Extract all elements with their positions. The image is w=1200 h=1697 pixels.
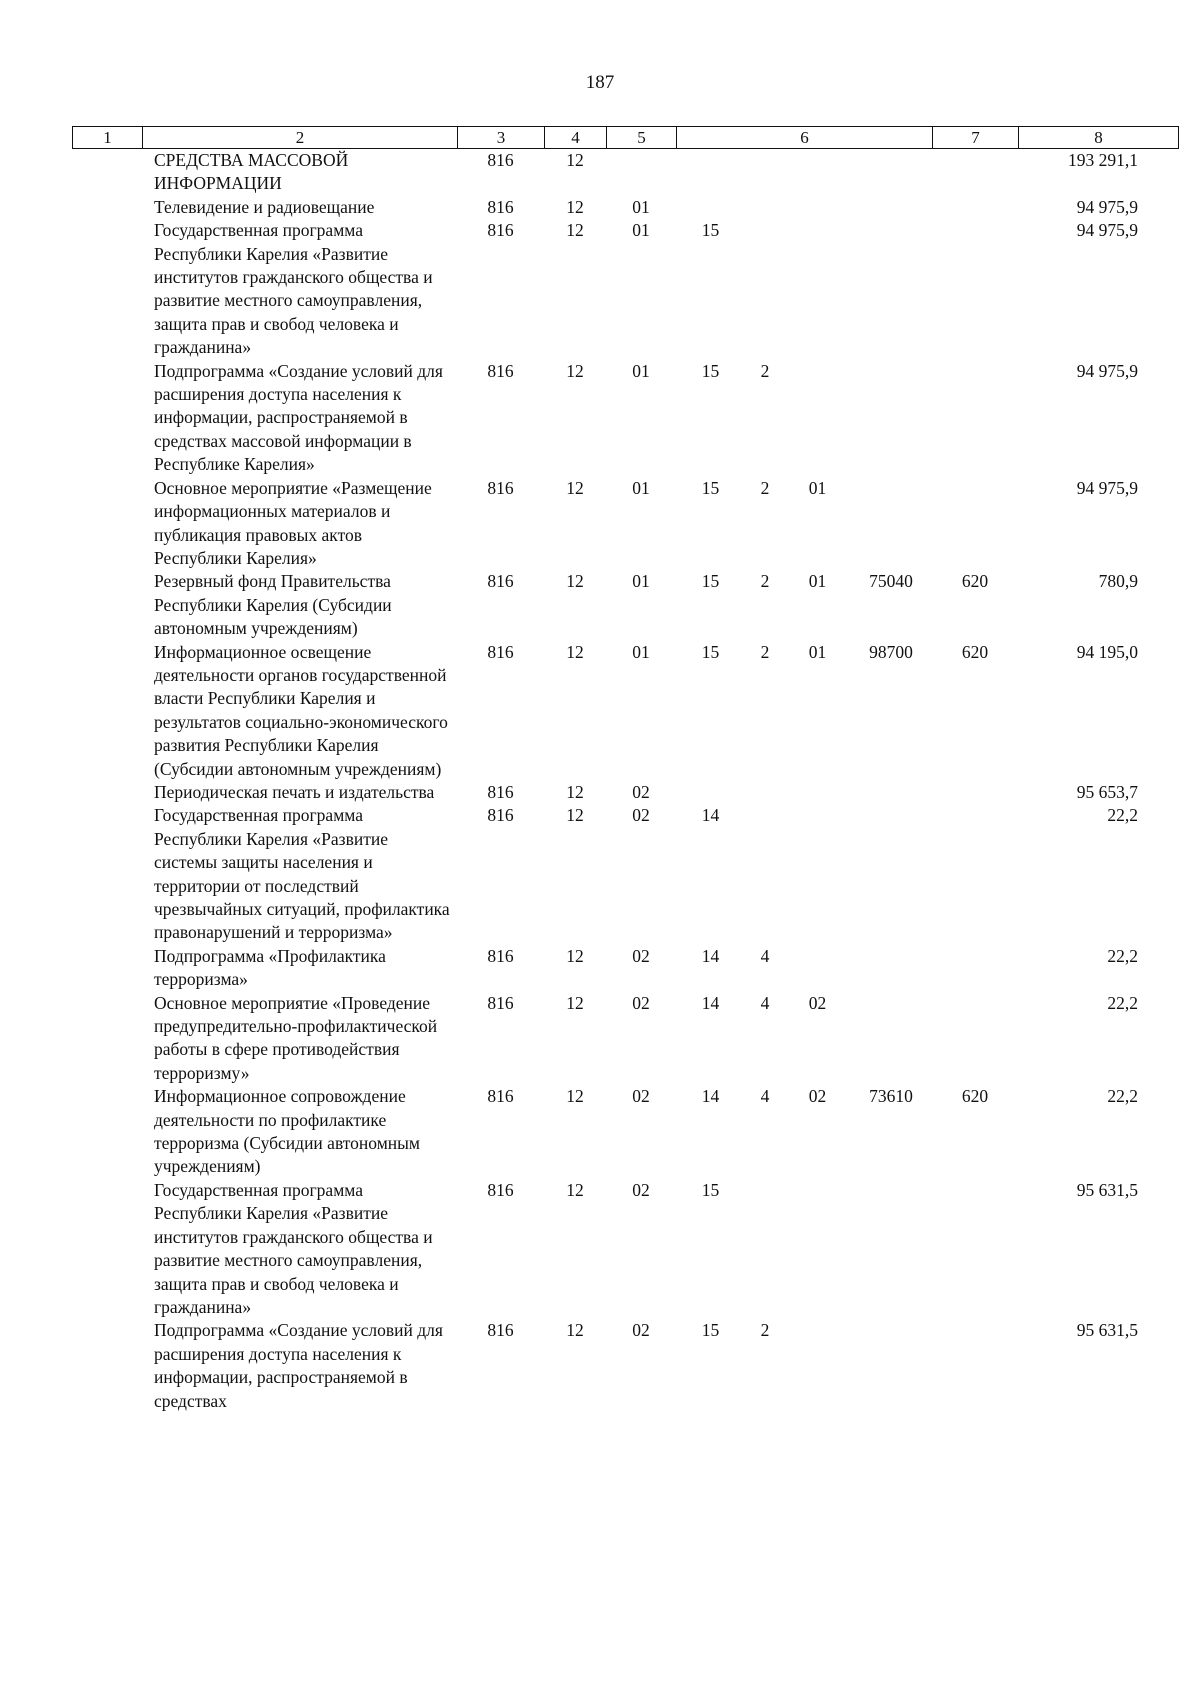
col-6-event: 01 [808, 571, 827, 592]
col-1-cell [72, 781, 142, 804]
col-3-cell: 816 [487, 992, 514, 1013]
col-6-program: 14 [701, 805, 720, 826]
col-5-cell: 01 [632, 477, 650, 498]
col-3-cell: 816 [487, 781, 514, 802]
col-6-direction [850, 149, 932, 196]
row-name: Основное мероприятие «Проведение предупредительно-профилактической работы в сфере противодействия терроризму» [154, 992, 438, 1083]
amount-cell: 193 291,1 [1068, 150, 1138, 170]
col-6-direction [850, 781, 932, 804]
col-6-event: 02 [808, 1086, 827, 1107]
col-6-program: 15 [701, 360, 720, 381]
col-6-direction [850, 196, 932, 219]
col-3-cell: 816 [487, 360, 514, 381]
col-5-cell: 02 [632, 945, 650, 966]
row-name: Подпрограмма «Профилактика терроризма» [154, 945, 386, 990]
col-4-cell: 12 [566, 1320, 584, 1341]
budget-table [72, 149, 1178, 1413]
col-6-direction [850, 1319, 932, 1413]
col-6-program: 15 [701, 641, 720, 662]
col-6-subprogram: 4 [760, 992, 770, 1013]
col-3-cell: 816 [487, 150, 514, 170]
col-3-cell: 816 [487, 196, 514, 217]
col-1-cell [72, 219, 142, 359]
col-5-cell: 01 [632, 571, 650, 592]
col-6-program [676, 781, 745, 804]
col-6-direction: 73610 [869, 1086, 913, 1107]
col-1-cell [72, 570, 142, 640]
col-6-subprogram [745, 149, 785, 196]
col-4-cell: 12 [566, 571, 584, 592]
col-3-cell: 816 [487, 571, 514, 592]
col-1-cell [72, 1179, 142, 1319]
col-3-cell: 816 [487, 1179, 514, 1200]
col-6-direction [850, 360, 932, 477]
table-row [72, 1179, 1178, 1319]
amount-cell: 22,2 [1107, 945, 1138, 966]
header-col-2: 2 [143, 127, 458, 149]
row-name: Основное мероприятие «Размещение информационных материалов и публикация правовых актов Республики Карелия» [154, 477, 432, 568]
col-6-direction [850, 945, 932, 992]
page-number: 187 [585, 72, 615, 93]
col-6-subprogram: 2 [760, 360, 770, 381]
row-name: СРЕДСТВА МАССОВОЙ ИНФОРМАЦИИ [154, 150, 349, 194]
header-col-7: 7 [933, 127, 1019, 149]
col-6-direction [850, 992, 932, 1086]
col-1-cell [72, 1085, 142, 1179]
col-6-subprogram [745, 781, 785, 804]
col-6-subprogram: 4 [760, 1086, 770, 1107]
row-name: Информационное освещение деятельности органов государственной власти Республики Карелия и результатов социально-экономического развития Республики Карелия (Субсидии автономным учреждениям) [154, 641, 448, 779]
amount-cell: 22,2 [1107, 1086, 1138, 1107]
col-4-cell: 12 [566, 477, 584, 498]
col-3-cell: 816 [487, 945, 514, 966]
col-4-cell: 12 [566, 150, 584, 170]
table-row [72, 149, 1178, 196]
col-1-cell [72, 945, 142, 992]
col-7-cell [932, 477, 1018, 571]
col-7-cell [932, 992, 1018, 1086]
amount-cell: 22,2 [1107, 805, 1138, 826]
col-5-cell: 02 [632, 805, 650, 826]
row-name: Государственная программа Республики Карелия «Развитие институтов гражданского общества и развитие местного самоуправления, защита прав и свобод человека и гражданина» [154, 1179, 433, 1317]
col-6-subprogram: 2 [760, 477, 770, 498]
table-row [72, 1085, 1178, 1179]
col-4-cell: 12 [566, 781, 584, 802]
table-row [72, 945, 1178, 992]
col-6-event [785, 1179, 850, 1319]
amount-cell: 94 975,9 [1076, 220, 1138, 241]
table-row [72, 196, 1178, 219]
row-name: Подпрограмма «Создание условий для расширения доступа населения к информации, распространяемой в средствах массовой информации в Республике Карелия» [154, 360, 443, 475]
header-col-4: 4 [545, 127, 607, 149]
col-5-cell: 02 [632, 781, 650, 802]
col-7-cell: 620 [961, 641, 989, 662]
col-7-cell [932, 781, 1018, 804]
col-6-subprogram [745, 219, 785, 359]
col-1-cell [72, 804, 142, 944]
col-5-cell: 01 [632, 360, 650, 381]
col-6-program: 15 [701, 477, 720, 498]
col-6-event [785, 219, 850, 359]
amount-cell: 94 195,0 [1076, 641, 1138, 662]
col-6-direction [850, 804, 932, 944]
col-6-program: 14 [701, 945, 720, 966]
col-7-cell: 620 [961, 571, 989, 592]
col-3-cell: 816 [487, 1320, 514, 1341]
col-7-cell [932, 1179, 1018, 1319]
col-5-cell: 02 [632, 1320, 650, 1341]
col-6-program [676, 149, 745, 196]
col-6-direction [850, 1179, 932, 1319]
col-7-cell [932, 360, 1018, 477]
col-3-cell: 816 [487, 641, 514, 662]
col-6-program [676, 196, 745, 219]
col-6-subprogram [745, 196, 785, 219]
col-7-cell: 620 [961, 1086, 989, 1107]
col-6-direction: 75040 [869, 571, 913, 592]
col-3-cell: 816 [487, 805, 514, 826]
col-6-event [785, 804, 850, 944]
table-row [72, 219, 1178, 359]
row-name: Государственная программа Республики Карелия «Развитие системы защиты населения и территории от последствий чрезвычайных ситуаций, профилактика правонарушений и терроризма» [154, 805, 450, 943]
col-6-direction: 98700 [869, 641, 913, 662]
col-5-cell: 02 [632, 992, 650, 1013]
table-row [72, 781, 1178, 804]
col-1-cell [72, 992, 142, 1086]
row-name: Резервный фонд Правительства Республики Карелия (Субсидии автономным учреждениям) [154, 571, 392, 639]
col-4-cell: 12 [566, 220, 584, 241]
col-3-cell: 816 [487, 477, 514, 498]
col-6-program: 15 [701, 1320, 720, 1341]
col-4-cell: 12 [566, 992, 584, 1013]
col-7-cell [932, 219, 1018, 359]
col-6-subprogram: 2 [760, 1320, 770, 1341]
amount-cell: 95 631,5 [1076, 1320, 1138, 1341]
amount-cell: 22,2 [1107, 992, 1138, 1013]
amount-cell: 94 975,9 [1076, 360, 1138, 381]
col-3-cell: 816 [487, 220, 514, 241]
col-4-cell: 12 [566, 1086, 584, 1107]
header-col-8: 8 [1019, 127, 1179, 149]
col-4-cell: 12 [566, 196, 584, 217]
col-4-cell: 12 [566, 360, 584, 381]
col-7-cell [932, 804, 1018, 944]
row-name: Телевидение и радиовещание [154, 196, 375, 217]
table-row [72, 641, 1178, 781]
col-6-event [785, 149, 850, 196]
col-6-event [785, 781, 850, 804]
col-1-cell [72, 196, 142, 219]
column-header-table [72, 126, 1179, 149]
col-4-cell: 12 [566, 805, 584, 826]
col-1-cell [72, 1319, 142, 1413]
table-row [72, 992, 1178, 1086]
col-5-cell: 01 [632, 196, 650, 217]
col-6-program: 15 [701, 1179, 720, 1200]
table-row [72, 477, 1178, 571]
table-row [72, 360, 1178, 477]
table-row [72, 804, 1178, 944]
amount-cell: 95 653,7 [1076, 781, 1138, 802]
row-name: Государственная программа Республики Карелия «Развитие институтов гражданского общества и развитие местного самоуправления, защита прав и свобод человека и гражданина» [154, 220, 433, 358]
col-5-cell: 01 [632, 641, 650, 662]
col-6-event [785, 945, 850, 992]
col-6-subprogram: 4 [760, 945, 770, 966]
col-4-cell: 12 [566, 641, 584, 662]
col-7-cell [932, 149, 1018, 196]
header-col-3: 3 [458, 127, 545, 149]
col-4-cell: 12 [566, 1179, 584, 1200]
col-5-cell [606, 149, 676, 196]
col-4-cell: 12 [566, 945, 584, 966]
col-6-event [785, 196, 850, 219]
row-name: Периодическая печать и издательства [154, 781, 435, 802]
col-6-event: 01 [808, 477, 827, 498]
col-6-subprogram [745, 1179, 785, 1319]
col-6-event [785, 360, 850, 477]
col-6-event: 01 [808, 641, 827, 662]
col-6-subprogram: 2 [760, 641, 770, 662]
col-5-cell: 02 [632, 1179, 650, 1200]
col-5-cell: 02 [632, 1086, 650, 1107]
col-6-program: 15 [701, 220, 720, 241]
col-7-cell [932, 196, 1018, 219]
col-6-program: 15 [701, 571, 720, 592]
col-5-cell: 01 [632, 220, 650, 241]
amount-cell: 780,9 [1098, 571, 1138, 592]
col-7-cell [932, 945, 1018, 992]
table-row [72, 1319, 1178, 1413]
col-6-direction [850, 219, 932, 359]
header-col-6: 6 [677, 127, 933, 149]
col-1-cell [72, 360, 142, 477]
col-7-cell [932, 1319, 1018, 1413]
col-6-event [785, 1319, 850, 1413]
column-header-row [73, 127, 1179, 149]
col-1-cell [72, 477, 142, 571]
col-3-cell: 816 [487, 1086, 514, 1107]
col-6-direction [850, 477, 932, 571]
header-col-5: 5 [607, 127, 677, 149]
col-6-subprogram: 2 [760, 571, 770, 592]
col-1-cell [72, 149, 142, 196]
col-6-subprogram [745, 804, 785, 944]
col-6-program: 14 [701, 992, 720, 1013]
col-6-program: 14 [701, 1086, 720, 1107]
col-1-cell [72, 641, 142, 781]
header-col-1: 1 [73, 127, 143, 149]
amount-cell: 95 631,5 [1076, 1179, 1138, 1200]
row-name: Подпрограмма «Создание условий для расширения доступа населения к информации, распространяемой в средствах [154, 1320, 443, 1411]
table-row [72, 570, 1178, 640]
col-6-event: 02 [808, 992, 827, 1013]
amount-cell: 94 975,9 [1076, 196, 1138, 217]
amount-cell: 94 975,9 [1076, 477, 1138, 498]
row-name: Информационное сопровождение деятельности по профилактике терроризма (Субсидии автономным учреждениям) [154, 1086, 420, 1177]
